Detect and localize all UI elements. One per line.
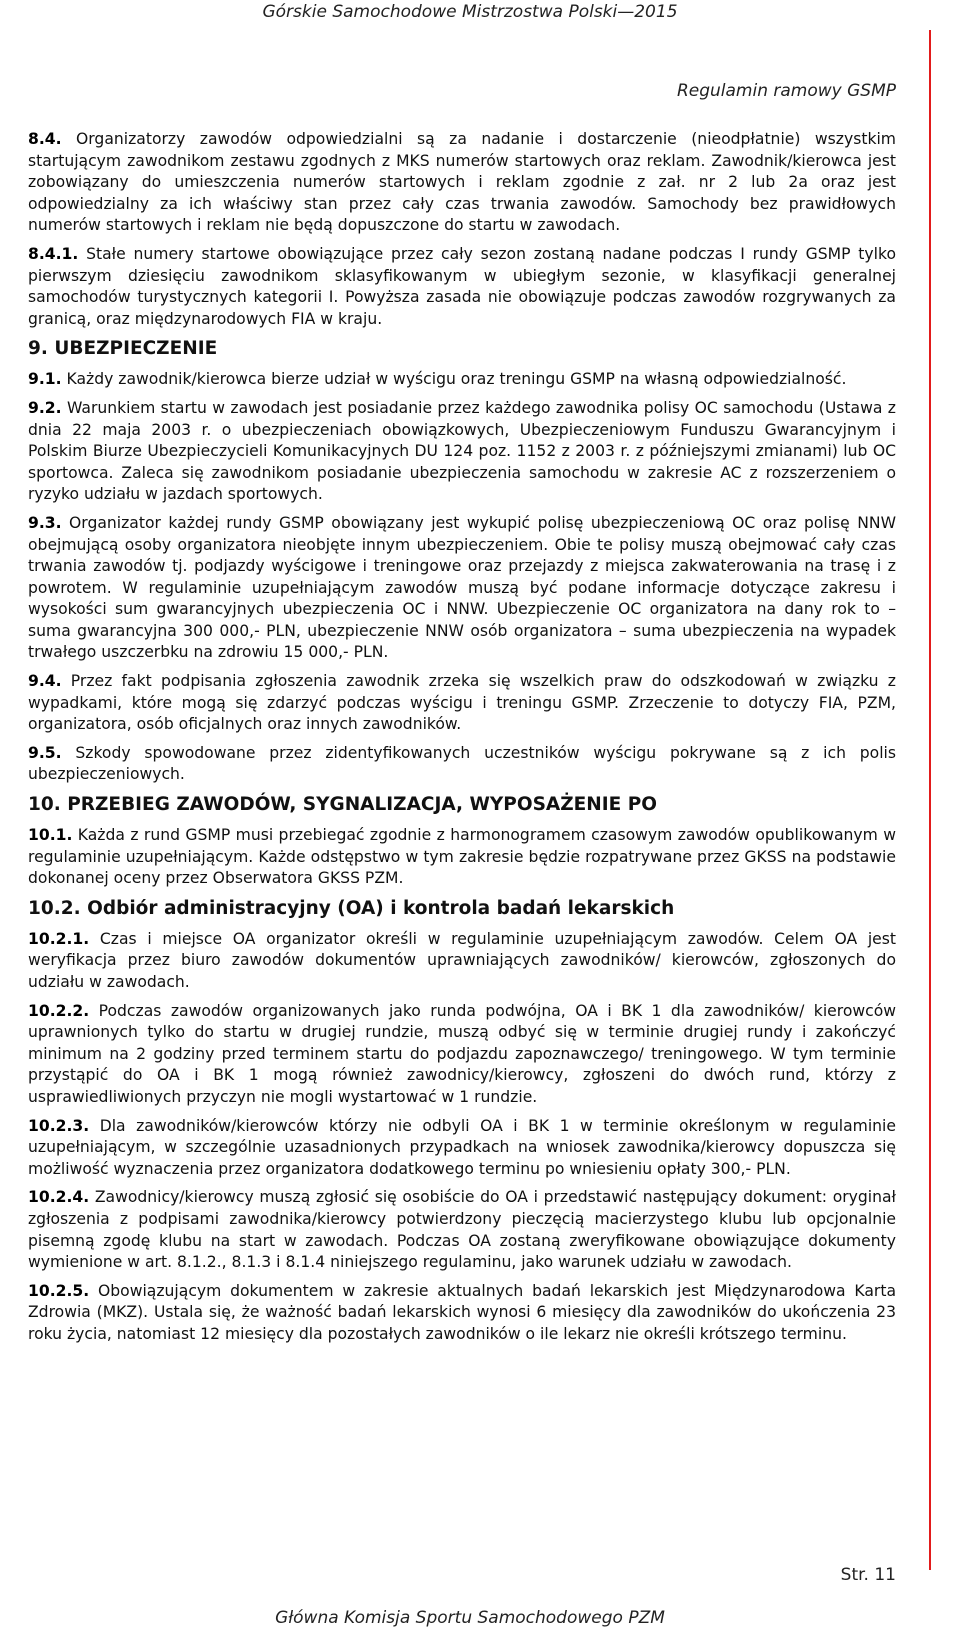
article-paragraph bbox=[28, 244, 896, 330]
article-text: Warunkiem startu w zawodach jest posiadanie przez każdego zawodnika polisy OC samochodu (Ustawa z dnia 22 maja 2003 r. o ubezpieczeniach obowiązkowych, Ubezpieczeniowym Funduszu Gwarancyjnym i Polskim Biurze Ubezpieczycieli Komunikacyjnych DU 124 poz. 1152 z 2003 r. z późniejszymi zmianami) lub OC sportowca. Zaleca się zawodnikom posiadanie ubezpieczenia samochodu w zakresie AC z rozszerzeniem o ryzyko udziału w jazdach sportowych. bbox=[28, 398, 896, 504]
document-footer: Główna Komisja Sportu Samochodowego PZM bbox=[275, 1608, 665, 1628]
section-heading: 10. PRZEBIEG ZAWODÓW, SYGNALIZACJA, WYPOSAŻENIE PO bbox=[28, 794, 658, 816]
document-body bbox=[28, 129, 896, 1353]
article-number: 10.2.4. bbox=[28, 1188, 90, 1207]
article-number: 10.1. bbox=[28, 826, 73, 845]
section-heading: 10.2. Odbiór administracyjny (OA) i kontrola badań lekarskich bbox=[28, 897, 675, 919]
article-text: Każda z rund GSMP musi przebiegać zgodnie z harmonogramem czasowym zawodów opublikowanym w regulaminie uzupełniającym. Każde odstępstwo w tym zakresie będzie rozpatrywane przez GKSS na podstawie dokonanej oceny przez Obserwatora GKSS PZM. bbox=[28, 826, 896, 888]
article-text: Zawodnicy/kierowcy muszą zgłosić się osobiście do OA i przedstawić następujący dokument: oryginał zgłoszenia z podpisami zawodnika/kierowcy potwierdzony pieczęcią macierzystego klubu lub opcjonalnie pisemną zgodę klubu na start w zawodach. Podczas OA zostaną zweryfikowane obowiązujące dokumenty wymienione w art. 8.1.2., 8.1.3 i 8.1.4 niniejszego regulaminu, jako warunek udziału w zawodach. bbox=[28, 1188, 896, 1272]
article-paragraph bbox=[28, 398, 896, 506]
article-number: 8.4. bbox=[28, 130, 62, 148]
article-text: Podczas zawodów organizowanych jako runda podwójna, OA i BK 1 dla zawodników/ kierowców uprawnionych tylko do startu w drugiej rundzie, muszą odbyć się w terminie drugiej rundy i zakończyć minimum na 2 godziny przed terminem startu do podjazdu zapoznawczego/ treningowego. W tym terminie przystąpić do OA i BK 1 mogą również zawodnicy/kierowcy, zgłoszeni do dwóch rund, którzy z usprawiedliwionych przyczyn nie mogli wystartować w 1 rundzie. bbox=[28, 1001, 896, 1106]
article-text: Każdy zawodnik/kierowca bierze udział w wyścigu oraz treningu GSMP na własną odpowiedzialność. bbox=[61, 370, 847, 389]
article-paragraph bbox=[28, 1116, 896, 1181]
article-number: 10.2.5. bbox=[28, 1281, 90, 1300]
article-number: 10.2.2. bbox=[28, 1001, 90, 1020]
article-number: 10.2.1. bbox=[28, 929, 90, 948]
article-text: Organizator każdej rundy GSMP obowiązany jest wykupić polisę ubezpieczeniową OC oraz polisę NNW obejmującą osoby organizatora nieobjęte innym ubezpieczeniem. Obie te polisy muszą obejmować cały czas trwania zawodów tj. podjazdy wyścigowe i treningowe oraz przejazdy z miejsca zakwaterowania na trasę i z powrotem. W regulaminie uzupełniającym zawodów muszą być podane informacje dotyczące zakresu i wysokości sum gwarancyjnych ubezpieczenia OC i NNW. Ubezpieczenie OC organizatora na dany rok to – suma gwarancyjna 300 000,- PLN, ubezpieczenie NNW osób organizatora – suma ubezpieczenia na wypadek trwałego uszczerbku na zdrowiu 15 000,- PLN. bbox=[28, 513, 896, 662]
article-text: Szkody spowodowane przez zidentyfikowanych uczestników wyścigu pokrywane są z ich polis ubezpieczeniowych. bbox=[28, 743, 896, 784]
article-paragraph bbox=[28, 671, 896, 736]
article-paragraph bbox=[28, 1187, 896, 1273]
section-heading: 9. UBEZPIECZENIE bbox=[28, 338, 218, 360]
page-number: Str. 11 bbox=[840, 1565, 896, 1585]
document-title: Górskie Samochodowe Mistrzostwa Polski—2015 bbox=[262, 2, 678, 22]
article-paragraph bbox=[28, 1001, 896, 1109]
article-number: 9.5. bbox=[28, 743, 62, 762]
article-number: 9.1. bbox=[28, 370, 62, 389]
article-number: 10.2.3. bbox=[28, 1116, 90, 1135]
article-number: 9.2. bbox=[28, 398, 62, 417]
article-paragraph bbox=[28, 743, 896, 786]
document-subtitle: Regulamin ramowy GSMP bbox=[676, 81, 896, 101]
article-text: Dla zawodników/kierowców którzy nie odbyli OA i BK 1 w terminie określonym w regulaminie uzupełniającym, w szczególnie uzasadnionych przypadkach na wniosek zawodnika/kierowcy dopuszcza się możliwość wyznaczenia przez organizatora dodatkowego terminu po wniesieniu opłaty 300,- PLN. bbox=[28, 1116, 896, 1178]
article-paragraph bbox=[28, 369, 896, 391]
article-text: Przez fakt podpisania zgłoszenia zawodnik zrzeka się wszelkich praw do odszkodowań w związku z wypadkami, które mogą się zdarzyć podczas wyścigu i treningu GSMP. Zrzeczenie to dotyczy FIA, PZM, organizatora, osób oficjalnych oraz innych zawodników. bbox=[28, 672, 896, 734]
article-number: 9.3. bbox=[28, 513, 62, 532]
article-number: 8.4.1. bbox=[28, 244, 79, 263]
article-text: Obowiązującym dokumentem w zakresie aktualnych badań lekarskich jest Międzynarodowa Karta Zdrowia (MKZ). Ustala się, że ważność badań lekarskich wynosi 6 miesięcy dla zawodników do ukończenia 23 roku życia, natomiast 12 miesięcy dla pozostałych zawodników o ile lekarz nie określi krótszego terminu. bbox=[28, 1281, 896, 1343]
article-paragraph bbox=[28, 513, 896, 664]
article-paragraph bbox=[28, 1281, 896, 1346]
article-paragraph bbox=[28, 929, 896, 994]
article-text: Czas i miejsce OA organizator określi w regulaminie uzupełniającym zawodów. Celem OA jest weryfikacja przez biuro zawodów dokumentów uprawniających zawodników/ kierowców, zgłoszonych do udziału w zawodach. bbox=[28, 929, 896, 991]
article-text: Organizatorzy zawodów odpowiedzialni są za nadanie i dostarczenie (nieodpłatnie) wszystkim startującym zawodnikom zestawu zgodnych z MKS numerów startowych oraz reklam. Zawodnik/kierowca jest zobowiązany do umieszczenia numerów startowych i reklam zgodnie z zał. nr 2 lub 2a oraz jest odpowiedzialny za ich właściwy stan przez cały czas trwania zawodów. Samochody bez prawidłowych numerów startowych i reklam nie będą dopuszczone do startu w zawodach. bbox=[28, 130, 896, 235]
article-number: 9.4. bbox=[28, 672, 62, 691]
article-text: Stałe numery startowe obowiązujące przez cały sezon zostaną nadane podczas I rundy GSMP tylko pierwszym dziesięciu zawodnikom sklasyfikowanym w ubiegłym sezonie, w klasyfikacji generalnej samochodów turystycznych kategorii I. Powyższa zasada nie obowiązuje podczas zawodów rozgrywanych za granicą, oraz międzynarodowych FIA w kraju. bbox=[28, 244, 896, 328]
margin-rule bbox=[929, 30, 931, 1570]
article-paragraph bbox=[28, 129, 896, 237]
article-paragraph bbox=[28, 825, 896, 890]
